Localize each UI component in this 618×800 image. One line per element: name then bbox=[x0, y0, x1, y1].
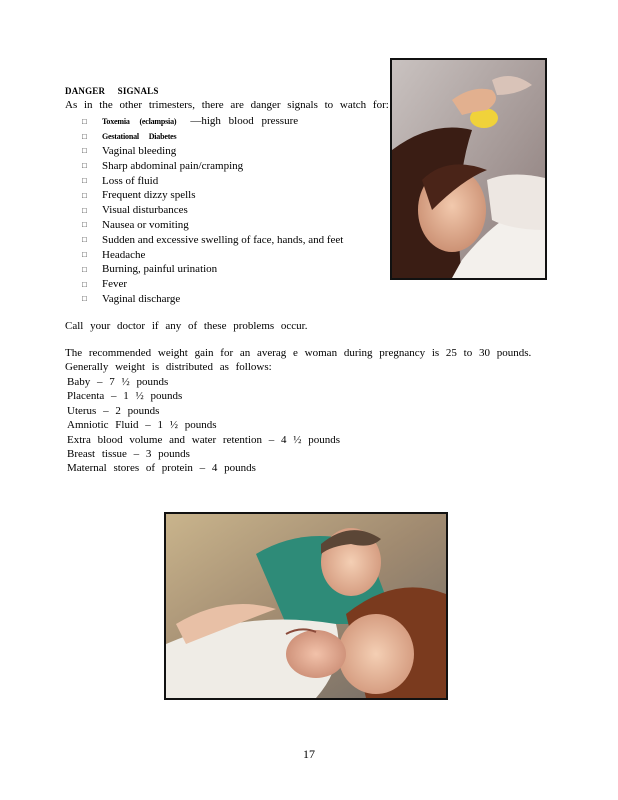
weight-distribution-intro: Generally weight is distributed as follows: bbox=[65, 361, 272, 373]
danger-signal-label: Vaginal bleeding bbox=[102, 144, 177, 157]
danger-signal-label: Loss of fluid bbox=[102, 174, 159, 187]
danger-signal-item bbox=[82, 129, 343, 144]
bullet-icon: □ bbox=[82, 279, 87, 289]
danger-signal-label: Vaginal discharge bbox=[102, 292, 181, 305]
bullet-icon: □ bbox=[82, 205, 87, 215]
page-number: 17 bbox=[303, 747, 315, 761]
bullet-icon: □ bbox=[82, 264, 87, 274]
danger-signal-item bbox=[82, 292, 343, 307]
danger-signal-label: Frequent dizzy spells bbox=[102, 189, 196, 202]
weight-item: Breast tissue – 3 pounds bbox=[67, 447, 190, 460]
danger-signal-label: Nausea or vomiting bbox=[102, 218, 189, 231]
weight-item: Extra blood volume and water retention – 4 ½ pounds bbox=[67, 433, 341, 446]
danger-signal-item bbox=[82, 277, 343, 292]
danger-signal-item bbox=[82, 247, 343, 262]
danger-signal-label: Sudden and excessive swelling of face, hands, and feet bbox=[102, 233, 344, 246]
intro-text: As in the other trimesters, there are danger signals to watch for: bbox=[65, 99, 389, 111]
danger-signal-item bbox=[82, 144, 343, 159]
weight-item: Maternal stores of protein – 4 pounds bbox=[67, 462, 256, 475]
weight-item: Uterus – 2 pounds bbox=[67, 404, 160, 417]
danger-signal-item bbox=[82, 203, 343, 218]
bullet-icon: □ bbox=[82, 220, 87, 230]
danger-signal-item bbox=[82, 262, 343, 277]
danger-signal-item bbox=[82, 173, 343, 188]
bullet-icon: □ bbox=[82, 235, 87, 245]
danger-signal-item bbox=[82, 218, 343, 233]
danger-signal-item bbox=[82, 232, 343, 247]
pregnant-woman-photo bbox=[390, 58, 547, 280]
danger-signal-label: Toxemia (eclampsia) bbox=[102, 116, 177, 126]
bullet-icon: □ bbox=[82, 131, 87, 141]
bullet-icon: □ bbox=[82, 190, 87, 200]
danger-signal-label: Visual disturbances bbox=[102, 204, 188, 217]
danger-signal-label: Gestational Diabetes bbox=[102, 131, 177, 141]
weight-item: Baby – 7 ½ pounds bbox=[67, 376, 169, 388]
danger-signal-label: Burning, painful urination bbox=[102, 263, 218, 276]
danger-signal-suffix: —high blood pressure bbox=[190, 115, 299, 128]
section-heading: DANGER SIGNALS bbox=[65, 86, 159, 96]
weight-item: Amniotic Fluid – 1 ½ pounds bbox=[67, 419, 217, 432]
bullet-icon: □ bbox=[82, 250, 87, 260]
bullet-icon: □ bbox=[82, 294, 87, 304]
newborn-with-parents-photo bbox=[164, 512, 448, 700]
weight-item: Placenta – 1 ½ pounds bbox=[67, 390, 183, 403]
danger-signal-item bbox=[82, 114, 343, 129]
call-doctor-text: Call your doctor if any of these problems occur. bbox=[65, 320, 308, 332]
danger-signal-label: Fever bbox=[102, 278, 128, 291]
bullet-icon: □ bbox=[82, 146, 87, 156]
weight-gain-text: The recommended weight gain for an averag e woman during pregnancy is 25 to 30 pounds. bbox=[65, 347, 532, 359]
danger-signal-label: Headache bbox=[102, 248, 146, 261]
pregnant-woman-illustration bbox=[392, 60, 545, 278]
bullet-icon: □ bbox=[82, 116, 87, 126]
danger-signal-label: Sharp abdominal pain/cramping bbox=[102, 159, 244, 172]
newborn-illustration bbox=[166, 514, 446, 698]
danger-signal-item bbox=[82, 158, 343, 173]
danger-signals-list bbox=[82, 114, 343, 306]
danger-signal-item bbox=[82, 188, 343, 203]
bullet-icon: □ bbox=[82, 176, 87, 186]
weight-distribution-list bbox=[67, 376, 340, 477]
bullet-icon: □ bbox=[82, 161, 87, 171]
